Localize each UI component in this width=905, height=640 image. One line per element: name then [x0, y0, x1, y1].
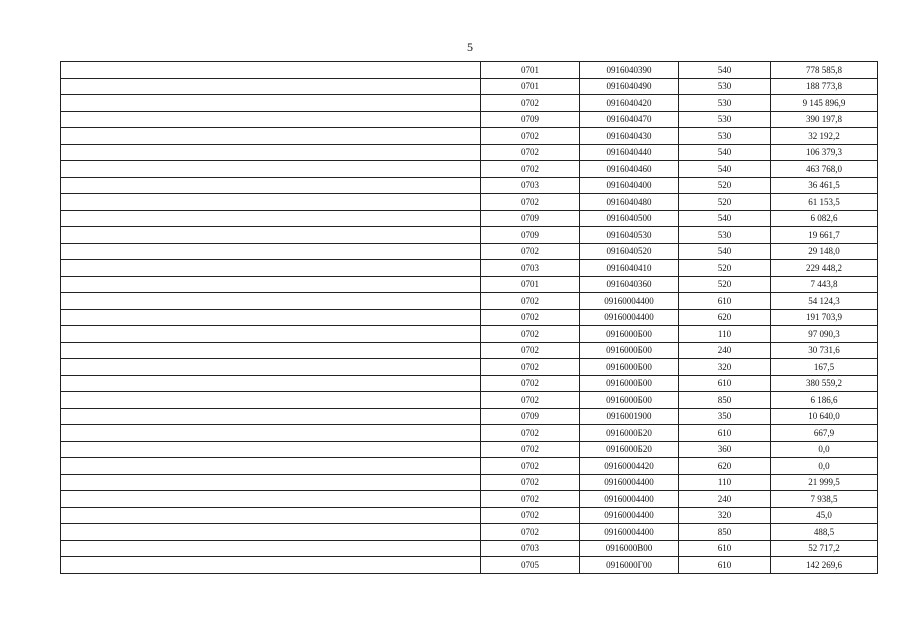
table-row	[61, 309, 878, 326]
row-expense-type: 530	[679, 128, 771, 145]
budget-table-body	[61, 62, 878, 574]
row-amount: 10 640,0	[771, 408, 878, 425]
row-target-code: 0916040520	[580, 243, 679, 260]
table-row	[61, 491, 878, 508]
row-section-code: 0702	[481, 458, 580, 475]
table-row	[61, 78, 878, 95]
row-expense-type: 530	[679, 78, 771, 95]
row-name-cell	[61, 342, 481, 359]
row-amount: 167,5	[771, 359, 878, 376]
row-amount: 6 082,6	[771, 210, 878, 227]
row-section-code: 0702	[481, 293, 580, 310]
table-row	[61, 507, 878, 524]
row-expense-type: 620	[679, 309, 771, 326]
row-section-code: 0702	[481, 474, 580, 491]
row-amount: 32 192,2	[771, 128, 878, 145]
row-amount: 142 269,6	[771, 557, 878, 574]
row-amount: 463 768,0	[771, 161, 878, 178]
row-name-cell	[61, 425, 481, 442]
row-expense-type: 530	[679, 111, 771, 128]
row-name-cell	[61, 62, 481, 79]
row-amount: 61 153,5	[771, 194, 878, 211]
row-expense-type: 320	[679, 359, 771, 376]
row-amount: 667,9	[771, 425, 878, 442]
row-amount: 45,0	[771, 507, 878, 524]
row-amount: 29 148,0	[771, 243, 878, 260]
table-row	[61, 326, 878, 343]
row-amount: 7 938,5	[771, 491, 878, 508]
row-section-code: 0701	[481, 78, 580, 95]
row-name-cell	[61, 177, 481, 194]
row-expense-type: 610	[679, 425, 771, 442]
row-expense-type: 520	[679, 177, 771, 194]
row-expense-type: 520	[679, 260, 771, 277]
row-amount: 191 703,9	[771, 309, 878, 326]
row-name-cell	[61, 557, 481, 574]
row-target-code: 09160004400	[580, 524, 679, 541]
row-amount: 6 186,6	[771, 392, 878, 409]
table-row	[61, 557, 878, 574]
table-row	[61, 342, 878, 359]
row-target-code: 0916000Б20	[580, 441, 679, 458]
table-row	[61, 408, 878, 425]
row-section-code: 0703	[481, 260, 580, 277]
row-expense-type: 610	[679, 293, 771, 310]
row-name-cell	[61, 78, 481, 95]
row-name-cell	[61, 326, 481, 343]
row-expense-type: 520	[679, 276, 771, 293]
row-name-cell	[61, 474, 481, 491]
table-row	[61, 375, 878, 392]
row-amount: 390 197,8	[771, 111, 878, 128]
table-row	[61, 474, 878, 491]
row-expense-type: 540	[679, 144, 771, 161]
row-target-code: 0916040420	[580, 95, 679, 112]
row-target-code: 09160004400	[580, 507, 679, 524]
row-expense-type: 620	[679, 458, 771, 475]
table-row	[61, 458, 878, 475]
row-section-code: 0702	[481, 144, 580, 161]
table-row	[61, 524, 878, 541]
row-expense-type: 540	[679, 161, 771, 178]
row-target-code: 09160004400	[580, 309, 679, 326]
table-row	[61, 161, 878, 178]
table-row	[61, 293, 878, 310]
table-row	[61, 260, 878, 277]
row-target-code: 0916040360	[580, 276, 679, 293]
row-target-code: 0916040490	[580, 78, 679, 95]
table-row	[61, 111, 878, 128]
row-name-cell	[61, 293, 481, 310]
row-section-code: 0702	[481, 491, 580, 508]
row-target-code: 0916040430	[580, 128, 679, 145]
table-row	[61, 144, 878, 161]
table-row	[61, 359, 878, 376]
table-row	[61, 276, 878, 293]
row-section-code: 0709	[481, 408, 580, 425]
table-row	[61, 194, 878, 211]
row-target-code: 0916000Б00	[580, 375, 679, 392]
row-expense-type: 540	[679, 62, 771, 79]
row-expense-type: 610	[679, 557, 771, 574]
row-section-code: 0702	[481, 425, 580, 442]
row-name-cell	[61, 210, 481, 227]
row-expense-type: 540	[679, 210, 771, 227]
row-target-code: 0916040410	[580, 260, 679, 277]
row-name-cell	[61, 194, 481, 211]
table-row	[61, 425, 878, 442]
row-target-code: 09160004400	[580, 474, 679, 491]
row-name-cell	[61, 491, 481, 508]
row-target-code: 09160004400	[580, 293, 679, 310]
row-name-cell	[61, 276, 481, 293]
row-amount: 36 461,5	[771, 177, 878, 194]
row-expense-type: 850	[679, 392, 771, 409]
row-amount: 188 773,8	[771, 78, 878, 95]
row-expense-type: 520	[679, 194, 771, 211]
row-amount: 30 731,6	[771, 342, 878, 359]
row-name-cell	[61, 227, 481, 244]
row-name-cell	[61, 260, 481, 277]
row-expense-type: 530	[679, 227, 771, 244]
row-name-cell	[61, 540, 481, 557]
row-section-code: 0702	[481, 128, 580, 145]
table-row	[61, 62, 878, 79]
row-section-code: 0701	[481, 62, 580, 79]
table-row	[61, 95, 878, 112]
page-number: 5	[467, 40, 473, 54]
row-name-cell	[61, 359, 481, 376]
row-section-code: 0703	[481, 540, 580, 557]
row-name-cell	[61, 309, 481, 326]
row-target-code: 0916040460	[580, 161, 679, 178]
table-row	[61, 392, 878, 409]
row-expense-type: 530	[679, 95, 771, 112]
row-amount: 0,0	[771, 458, 878, 475]
row-target-code: 09160004400	[580, 491, 679, 508]
row-name-cell	[61, 243, 481, 260]
row-amount: 9 145 896,9	[771, 95, 878, 112]
row-name-cell	[61, 144, 481, 161]
table-row	[61, 441, 878, 458]
row-section-code: 0702	[481, 194, 580, 211]
row-section-code: 0702	[481, 359, 580, 376]
row-target-code: 0916000Б00	[580, 359, 679, 376]
row-section-code: 0703	[481, 177, 580, 194]
row-expense-type: 110	[679, 326, 771, 343]
row-section-code: 0702	[481, 507, 580, 524]
row-amount: 21 999,5	[771, 474, 878, 491]
row-amount: 52 717,2	[771, 540, 878, 557]
row-target-code: 0916000Б00	[580, 392, 679, 409]
row-expense-type: 110	[679, 474, 771, 491]
row-target-code: 0916040440	[580, 144, 679, 161]
row-name-cell	[61, 111, 481, 128]
row-amount: 54 124,3	[771, 293, 878, 310]
row-section-code: 0709	[481, 111, 580, 128]
row-section-code: 0702	[481, 392, 580, 409]
row-section-code: 0701	[481, 276, 580, 293]
row-target-code: 0916040400	[580, 177, 679, 194]
row-name-cell	[61, 128, 481, 145]
table-row	[61, 177, 878, 194]
row-amount: 106 379,3	[771, 144, 878, 161]
row-name-cell	[61, 161, 481, 178]
budget-table	[60, 61, 878, 574]
table-row	[61, 243, 878, 260]
row-name-cell	[61, 375, 481, 392]
row-expense-type: 610	[679, 375, 771, 392]
row-section-code: 0702	[481, 95, 580, 112]
row-name-cell	[61, 441, 481, 458]
row-target-code: 0916000Б00	[580, 342, 679, 359]
row-name-cell	[61, 458, 481, 475]
row-section-code: 0702	[481, 375, 580, 392]
row-expense-type: 850	[679, 524, 771, 541]
row-target-code: 0916040470	[580, 111, 679, 128]
row-expense-type: 540	[679, 243, 771, 260]
row-target-code: 0916040390	[580, 62, 679, 79]
row-amount: 7 443,8	[771, 276, 878, 293]
row-target-code: 0916001900	[580, 408, 679, 425]
row-amount: 97 090,3	[771, 326, 878, 343]
table-row	[61, 540, 878, 557]
row-name-cell	[61, 524, 481, 541]
row-target-code: 0916040480	[580, 194, 679, 211]
row-name-cell	[61, 392, 481, 409]
row-expense-type: 240	[679, 491, 771, 508]
row-section-code: 0709	[481, 210, 580, 227]
row-section-code: 0702	[481, 342, 580, 359]
row-expense-type: 240	[679, 342, 771, 359]
row-amount: 229 448,2	[771, 260, 878, 277]
table-row	[61, 227, 878, 244]
row-expense-type: 320	[679, 507, 771, 524]
row-target-code: 0916000Б20	[580, 425, 679, 442]
row-section-code: 0702	[481, 524, 580, 541]
row-section-code: 0709	[481, 227, 580, 244]
row-target-code: 09160004420	[580, 458, 679, 475]
row-expense-type: 360	[679, 441, 771, 458]
row-target-code: 0916040530	[580, 227, 679, 244]
row-section-code: 0705	[481, 557, 580, 574]
row-expense-type: 350	[679, 408, 771, 425]
row-target-code: 0916040500	[580, 210, 679, 227]
row-amount: 778 585,8	[771, 62, 878, 79]
row-amount: 19 661,7	[771, 227, 878, 244]
row-target-code: 0916000Б00	[580, 326, 679, 343]
row-target-code: 0916000В00	[580, 540, 679, 557]
row-section-code: 0702	[481, 326, 580, 343]
row-name-cell	[61, 95, 481, 112]
row-name-cell	[61, 408, 481, 425]
row-target-code: 0916000Г00	[580, 557, 679, 574]
row-section-code: 0702	[481, 309, 580, 326]
table-row	[61, 128, 878, 145]
row-name-cell	[61, 507, 481, 524]
row-section-code: 0702	[481, 161, 580, 178]
row-amount: 380 559,2	[771, 375, 878, 392]
row-amount: 0,0	[771, 441, 878, 458]
row-section-code: 0702	[481, 243, 580, 260]
row-expense-type: 610	[679, 540, 771, 557]
row-amount: 488,5	[771, 524, 878, 541]
row-section-code: 0702	[481, 441, 580, 458]
table-row	[61, 210, 878, 227]
